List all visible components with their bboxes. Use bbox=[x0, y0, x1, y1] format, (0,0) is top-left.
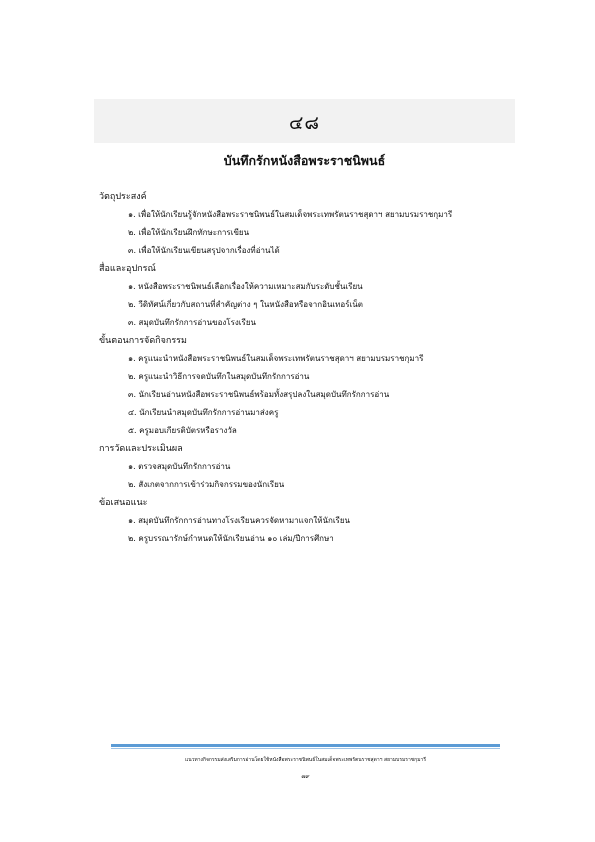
list-item: ๓. สมุดบันทึกรักการอ่านของโรงเรียน bbox=[128, 318, 256, 327]
section-suggestions bbox=[99, 497, 519, 545]
page-title: บันทึกรักหนังสือพระราชนิพนธ์ bbox=[223, 153, 386, 168]
list-item: ๓. เพื่อให้นักเรียนเขียนสรุปจากเรื่องที่อ่านได้ bbox=[128, 246, 280, 255]
list-item: ๒. ครูแนะนำวิธีการจดบันทึกในสมุดบันทึกรักการอ่าน bbox=[128, 372, 310, 381]
section-materials bbox=[99, 263, 519, 329]
list-item: ๑. หนังสือพระราชนิพนธ์เลือกเรื่องให้ความเหมาะสมกับระดับชั้นเรียน bbox=[128, 282, 363, 291]
list-item: ๒. เพื่อให้นักเรียนฝึกทักษะการเขียน bbox=[128, 228, 250, 237]
footer-text: แนวทางกิจกรรมส่งเสริมการอ่านโดยใช้หนังสือพระราชนิพนธ์ในสมเด็จพระเทพรัตนราชสุดาฯ สยามบรมราชกุมารี bbox=[184, 757, 427, 763]
section-heading: สื่อและอุปกรณ์ bbox=[99, 264, 156, 274]
document-body bbox=[99, 191, 519, 551]
section-heading: ข้อเสนอแนะ bbox=[99, 498, 148, 508]
footer-page-number: ๗๙ bbox=[301, 774, 310, 780]
section-heading: การวัดและประเมินผล bbox=[99, 444, 183, 454]
section-heading: ขั้นตอนการจัดกิจกรรม bbox=[99, 336, 187, 346]
section-evaluation bbox=[99, 443, 519, 491]
list-item: ๑. ตรวจสมุดบันทึกรักการอ่าน bbox=[128, 462, 231, 471]
footer-rule bbox=[111, 744, 500, 747]
footer-rule-thin bbox=[111, 748, 500, 749]
list-item: ๒. วีดิทัศน์เกี่ยวกับสถานที่สำคัญต่าง ๆ ในหนังสือหรือจากอินเทอร์เน็ต bbox=[128, 300, 363, 309]
section-heading: วัตถุประสงค์ bbox=[99, 192, 147, 202]
list-item: ๔. นักเรียนนำสมุดบันทึกรักการอ่านมาส่งครู bbox=[128, 408, 279, 417]
list-item: ๓. นักเรียนอ่านหนังสือพระราชนิพนธ์พร้อมทั้งสรุปลงในสมุดบันทึกรักการอ่าน bbox=[128, 390, 390, 399]
list-item: ๑. ครูแนะนำหนังสือพระราชนิพนธ์ในสมเด็จพระเทพรัตนราชสุดาฯ สยามบรมราชกุมารี bbox=[128, 354, 424, 363]
activity-number: ๔๘ bbox=[288, 112, 321, 134]
list-item: ๑. สมุดบันทึกรักการอ่านทางโรงเรียนควรจัดหามาแจกให้นักเรียน bbox=[128, 516, 350, 525]
list-item: ๒. สังเกตจากการเข้าร่วมกิจกรรมของนักเรียน bbox=[128, 480, 285, 489]
section-objectives bbox=[99, 191, 519, 257]
section-procedure bbox=[99, 335, 519, 437]
list-item: ๑. เพื่อให้นักเรียนรู้จักหนังสือพระราชนิพนธ์ในสมเด็จพระเทพรัตนราชสุดาฯ สยามบรมราชกุมารี bbox=[128, 210, 453, 219]
list-item: ๒. ครูบรรณารักษ์กำหนดให้นักเรียนอ่าน ๑๐ เล่ม/ปีการศึกษา bbox=[128, 534, 334, 543]
list-item: ๕. ครูมอบเกียรติบัตรหรือรางวัล bbox=[128, 426, 237, 435]
